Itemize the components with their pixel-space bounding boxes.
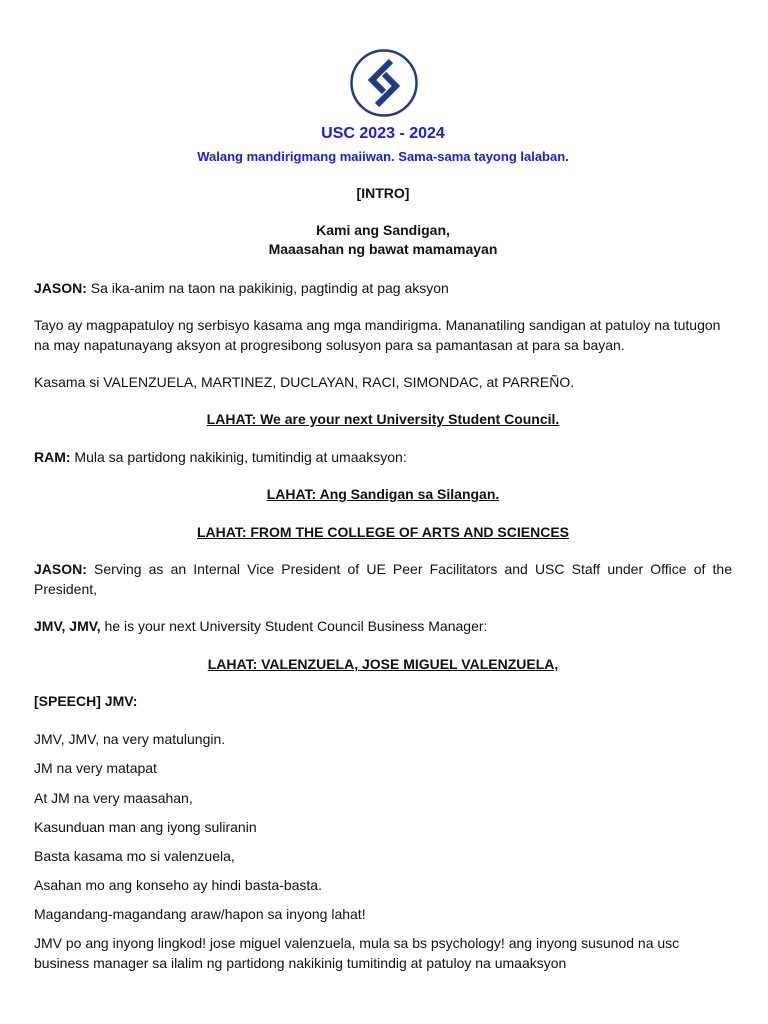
dialogue-text: Serving as an Internal Vice President of UE Peer Facilitators and USC Staff under Office of the President, — [34, 561, 732, 597]
speech-line: JM na very matapat — [34, 760, 157, 776]
document-title: USC 2023 - 2024 — [321, 125, 445, 142]
speech-line: At JM na very maasahan, — [34, 790, 193, 806]
speech-line: Magandang-magandang araw/hapon sa inyong lahat! — [34, 906, 366, 922]
logo-circle — [352, 51, 417, 116]
speaker-label: RAM: — [34, 449, 71, 465]
speaker-label: JMV, JMV, — [34, 618, 101, 634]
speech-line: Kasunduan man ang iyong suliranin — [34, 819, 257, 835]
intro-heading: [INTRO] — [356, 185, 410, 201]
dialogue-text: he is your next University Student Council Business Manager: — [100, 618, 488, 634]
logo-svg — [349, 48, 419, 118]
script-jason-line-1 — [34, 278, 732, 298]
document-tagline: Walang mandirigmang maiiwan. Sama-sama tayong lalaban. — [197, 149, 569, 164]
intro-line-1: Kami ang Sandigan, — [316, 222, 450, 238]
script-ram-line — [34, 447, 732, 467]
script-lahat-2: LAHAT: Ang Sandigan sa Silangan. — [266, 486, 500, 502]
speech-line: Basta kasama mo si valenzuela, — [34, 848, 235, 864]
usc-sandigan-logo-icon — [349, 48, 419, 118]
dialogue-text: Mula sa partidong nakikinig, tumitindig at umaaksyon: — [70, 449, 407, 465]
script-paragraph-1: Tayo ay magpapatuloy ng serbisyo kasama ang mga mandirigma. Mananatiling sandigan at patuloy na tutugon na may napatunayang aksyon at progresibong solusyon para sa pamantasan at para sa bayan. — [34, 317, 721, 353]
speech-closing: JMV po ang inyong lingkod! jose miguel valenzuela, mula sa bs psychology! ang inyong susunod na usc business manager sa ilalim ng partidong nakikinig tumitindig at patuloy na umaaksyon — [34, 935, 680, 971]
speech-heading: [SPEECH] JMV: — [34, 693, 138, 709]
script-jason-line-2 — [34, 560, 732, 599]
dialogue-text: Sa ika-anim na taon na pakikinig, pagtindig at pag aksyon — [86, 280, 449, 296]
script-lahat-1: LAHAT: We are your next University Student Council. — [206, 411, 560, 427]
intro-verse — [34, 221, 732, 259]
speech-line: Asahan mo ang konseho ay hindi basta-basta. — [34, 877, 322, 893]
script-lahat-3: LAHAT: FROM THE COLLEGE OF ARTS AND SCIENCES — [196, 524, 570, 540]
script-members: Kasama si VALENZUELA, MARTINEZ, DUCLAYAN, RACI, SIMONDAC, at PARREÑO. — [34, 374, 575, 390]
intro-line-2: Maaasahan ng bawat mamamayan — [268, 241, 498, 257]
speaker-label: JASON: — [34, 280, 87, 296]
script-lahat-4: LAHAT: VALENZUELA, JOSE MIGUEL VALENZUELA, — [207, 656, 559, 672]
speech-line: JMV, JMV, na very matulungin. — [34, 731, 226, 747]
script-jmv-line — [34, 616, 732, 636]
speaker-label: JASON: — [34, 561, 87, 577]
